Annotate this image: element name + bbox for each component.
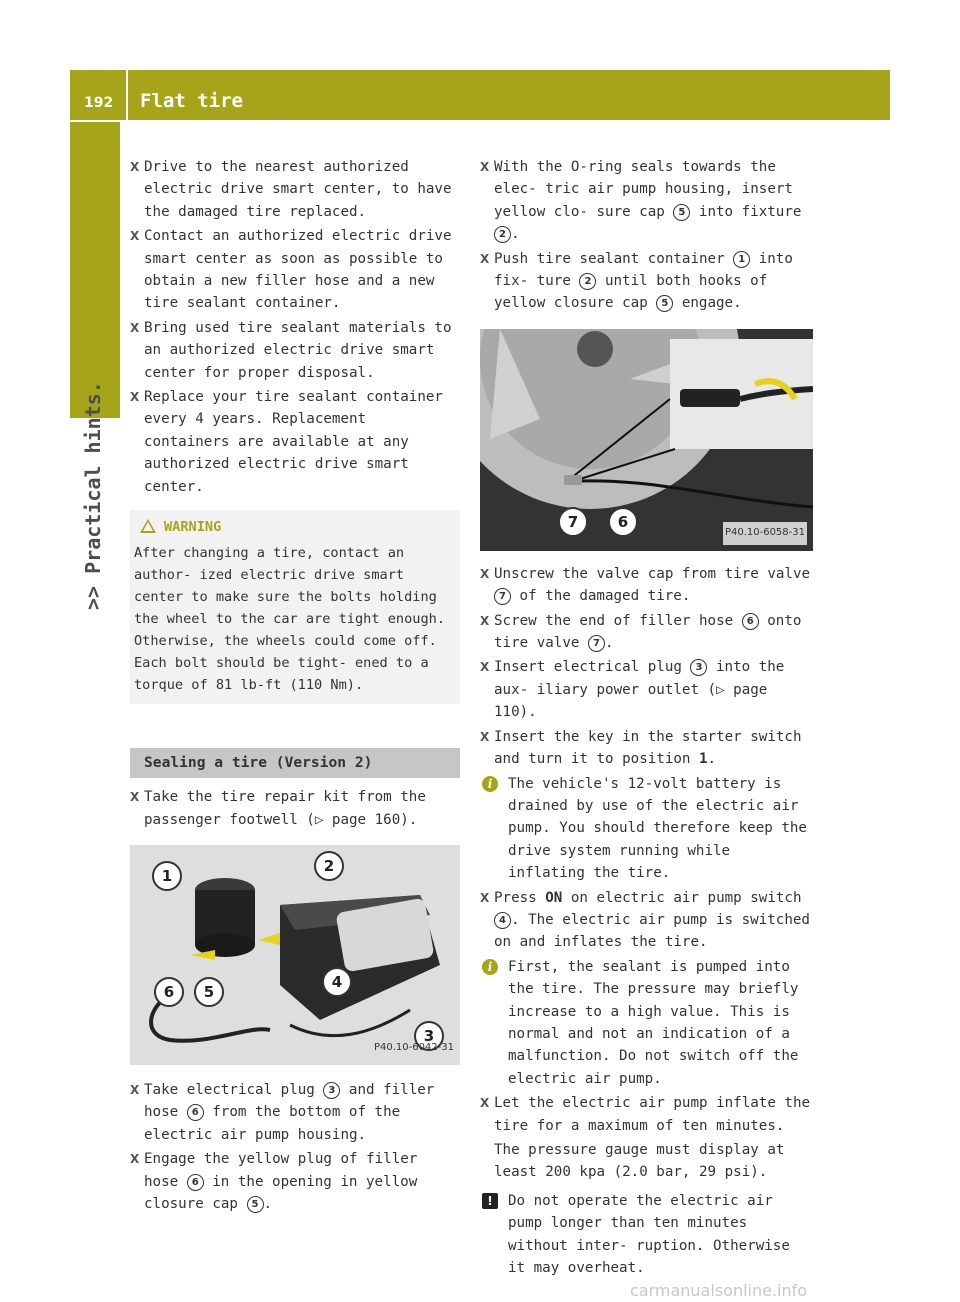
step-marker: X	[480, 566, 490, 581]
callout-5: 5	[194, 977, 224, 1007]
image-reference: P40.10-6058-31	[723, 522, 807, 544]
callout-2: 2	[314, 851, 344, 881]
step-item: X Let the electric air pump inflate the tire for a maximum of ten minutes.	[480, 1092, 813, 1137]
step-item: X Unscrew the valve cap from tire valve 7 of the damaged tire.	[480, 563, 813, 608]
step-item: X Engage the yellow plug of filler hose 6 in the opening in yellow closure cap 5 .	[130, 1148, 460, 1215]
repair-kit-image	[130, 845, 460, 1065]
step-marker: X	[480, 890, 490, 905]
number-circle: 2	[494, 226, 511, 243]
step-item: X Insert electrical plug 3 into the aux- iliary power outlet (▷ page 110).	[480, 656, 813, 723]
step-marker: X	[130, 229, 140, 244]
step-item: X Drive to the nearest authorized electric drive smart center, to have the damaged tire replaced.	[130, 156, 460, 223]
number-circle: 5	[656, 295, 673, 312]
warning-text: After changing a tire, contact an author- ized electric drive smart center to make sure the bolts holding the wheel to the car are tight enough. Otherwise, the wheels could come off. Each bolt should be tight- ened to a torque of 81 lb-ft (110 Nm).	[134, 545, 445, 694]
side-tab	[78, 310, 114, 610]
step-item: X Contact an authorized electric drive smart center as soon as possible to obtain a new filler hose and a new tire sealant container.	[130, 225, 460, 315]
info-note: i First, the sealant is pumped into the tire. The pressure may briefly increase to a high value. This is normal and not an indication of a malfunction. Do not switch off the electric air pump.	[480, 956, 813, 1090]
callout-6: 6	[608, 507, 638, 537]
step-marker: X	[480, 660, 490, 675]
number-circle: 6	[187, 1104, 204, 1121]
step-marker: X	[480, 729, 490, 744]
step-marker: X	[130, 390, 140, 405]
number-circle: 5	[673, 204, 690, 221]
step-marker: X	[130, 790, 140, 805]
section-heading: Sealing a tire (Version 2)	[130, 748, 460, 778]
step-item: X Bring used tire sealant materials to an authorized electric drive smart center for proper disposal.	[130, 317, 460, 384]
image-reference: P40.10-6042-31	[373, 1041, 454, 1053]
caution-note: ! Do not operate the electric air pump longer than ten minutes without inter- ruption. Otherwise it may overheat.	[480, 1190, 813, 1280]
left-column	[130, 156, 460, 1217]
step-marker: X	[130, 1152, 140, 1167]
page-title: Flat tire	[140, 90, 243, 112]
right-column	[480, 156, 813, 1281]
step-marker: X	[130, 320, 140, 335]
number-circle: 7	[588, 635, 605, 652]
exclamation-icon: !	[482, 1193, 498, 1209]
page-header	[70, 70, 890, 120]
step-marker: X	[130, 1082, 140, 1097]
step-item: X Screw the end of filler hose 6 onto tire valve 7 .	[480, 610, 813, 655]
number-circle: 7	[494, 588, 511, 605]
step-marker: X	[480, 1096, 490, 1111]
number-circle: 3	[323, 1082, 340, 1099]
number-circle: 4	[494, 912, 511, 929]
number-circle: 6	[187, 1174, 204, 1191]
step-marker: X	[480, 613, 490, 628]
number-circle: 3	[690, 659, 707, 676]
footer-watermark: carmanualsonline.info	[630, 1281, 808, 1300]
step-detail: The pressure gauge must display at least 200 kpa (2.0 bar, 29 psi).	[494, 1142, 785, 1181]
step-marker: X	[130, 160, 140, 174]
info-note: i The vehicle's 12-volt battery is drained by use of the electric air pump. You should therefore keep the drive system running while inflating the tire.	[480, 773, 813, 885]
warning-heading: WARNING	[140, 516, 450, 538]
step-item: X Take the tire repair kit from the passenger footwell (▷ page 160).	[130, 786, 460, 831]
step-item: X Push tire sealant container 1 into fix- ture 2 until both hooks of yellow closure cap 5 engage.	[480, 248, 813, 315]
number-circle: 6	[742, 613, 759, 630]
callout-7: 7	[558, 507, 588, 537]
info-icon: i	[482, 959, 498, 975]
side-tab-label: >> Practical hints.	[81, 381, 105, 610]
step-item: X Press ON on electric air pump switch 4 . The electric air pump is switched on and inflates the tire.	[480, 887, 813, 954]
step-marker: X	[480, 160, 490, 174]
step-marker: X	[480, 251, 490, 266]
callout-6: 6	[154, 977, 184, 1007]
header-divider	[126, 70, 128, 120]
step-item: X Replace your tire sealant container every 4 years. Replacement containers are available at any authorized electric drive smart center.	[130, 386, 460, 498]
callout-3: 3	[414, 1021, 444, 1051]
tire-valve-image	[480, 329, 813, 551]
warning-icon	[140, 519, 156, 533]
warning-box	[130, 510, 460, 704]
step-item: X With the O-ring seals towards the elec- tric air pump housing, insert yellow clo- sure cap 5 into fixture 2 .	[480, 156, 813, 246]
info-icon: i	[482, 776, 498, 792]
tire-valve-illustration	[480, 329, 813, 551]
callout-1: 1	[152, 861, 182, 891]
number-circle: 1	[733, 251, 750, 268]
page-number: 192	[84, 95, 114, 111]
step-item: X Take electrical plug 3 and filler hose 6 from the bottom of the electric air pump housing.	[130, 1079, 460, 1146]
number-circle: 5	[247, 1196, 264, 1213]
number-circle: 2	[579, 273, 596, 290]
callout-4: 4	[322, 967, 352, 997]
step-item: X Insert the key in the starter switch and turn it to position 1.	[480, 726, 813, 771]
